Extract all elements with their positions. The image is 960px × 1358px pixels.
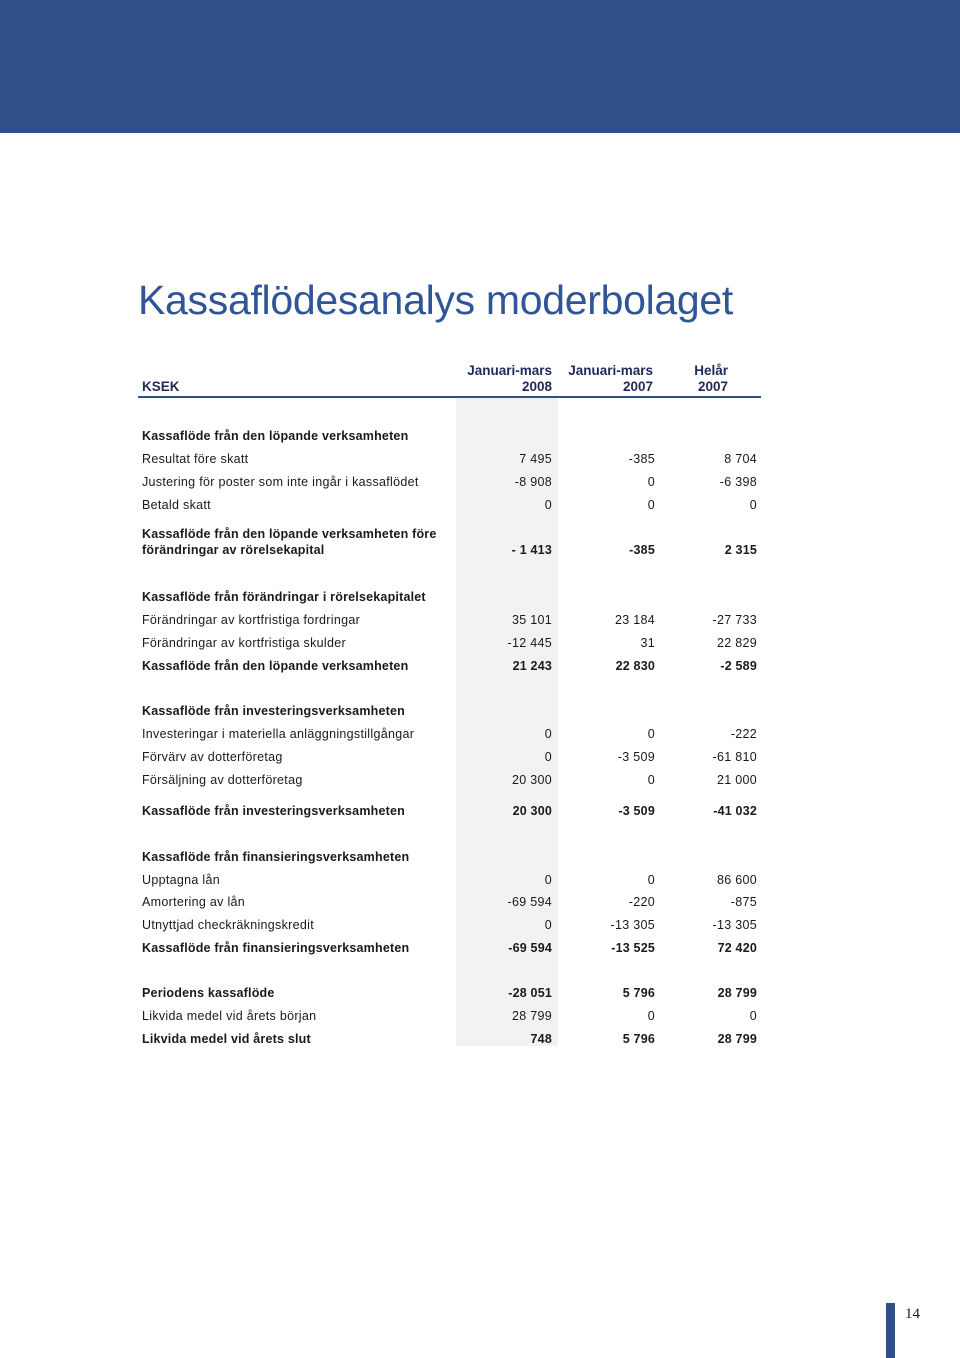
value-year-2007: -222: [730, 727, 757, 741]
value-q1-2007: -385: [629, 543, 655, 557]
value-q1-2007: 0: [647, 773, 655, 787]
value-q1-2007: -220: [628, 895, 655, 909]
subtotal-row: [142, 654, 757, 676]
value-year-2007: 28 799: [717, 1032, 757, 1046]
row-label: Kassaflöde från investeringsverksamheten: [142, 704, 405, 718]
value-q1-2008: 0: [544, 498, 552, 512]
value-q1-2007: -13 305: [610, 918, 655, 932]
table-row: [142, 1004, 757, 1026]
table-row: [142, 722, 757, 744]
row-label: Förändringar av kortfristiga skulder: [142, 636, 346, 650]
value-year-2007: 72 420: [717, 941, 757, 955]
total-row: [142, 1027, 757, 1049]
table-row: [142, 493, 757, 515]
value-q1-2007: -3 509: [617, 750, 655, 764]
column-header-line: Januari-mars: [568, 363, 653, 378]
value-q1-2008: 21 243: [512, 659, 552, 673]
value-year-2007: -27 733: [712, 613, 757, 627]
value-q1-2008: -8 908: [514, 475, 552, 489]
table-row: [142, 631, 757, 653]
row-label: Kassaflöde från investeringsverksamheten: [142, 804, 405, 818]
value-q1-2007: 0: [647, 727, 655, 741]
page-number-bar: [886, 1303, 895, 1358]
value-q1-2007: -13 525: [611, 941, 655, 955]
page-title: Kassaflödesanalys moderbolaget: [138, 277, 733, 323]
value-q1-2007: 31: [640, 636, 655, 650]
row-label-continued: förändringar av rörelsekapital: [142, 543, 325, 557]
table-row: [142, 868, 757, 890]
value-q1-2008: 0: [544, 727, 552, 741]
table-header: [138, 362, 761, 398]
section-heading: [142, 585, 757, 607]
value-year-2007: 8 704: [724, 452, 757, 466]
value-q1-2008: 748: [530, 1032, 552, 1046]
row-label: Kassaflöde från finansieringsverksamheten: [142, 850, 410, 864]
value-year-2007: 22 829: [716, 636, 757, 650]
value-year-2007: -61 810: [712, 750, 757, 764]
table-row: [142, 447, 757, 469]
value-q1-2007: 23 184: [614, 613, 655, 627]
row-label: Kassaflöde från den löpande verksamheten: [142, 659, 409, 673]
row-label: Amortering av lån: [142, 895, 246, 909]
column-header-full-year-2007: [694, 363, 728, 395]
row-label: Kassaflöde från finansieringsverksamheten: [142, 941, 410, 955]
row-label: Försäljning av dotterföretag: [142, 773, 303, 787]
row-label: Förändringar av kortfristiga fordringar: [142, 613, 361, 627]
value-q1-2008: 7 495: [519, 452, 552, 466]
value-year-2007: -2 589: [720, 659, 757, 673]
value-q1-2007: 22 830: [615, 659, 655, 673]
column-header-line: 2007: [622, 379, 653, 394]
subtotal-row: [142, 936, 757, 958]
table-row: [142, 608, 757, 630]
value-q1-2008: -28 051: [508, 986, 552, 1000]
value-q1-2007: 0: [647, 498, 655, 512]
header-band: [0, 0, 960, 133]
row-label: Periodens kassaflöde: [142, 986, 275, 1000]
value-q1-2007: 0: [647, 873, 655, 887]
section-heading: [142, 424, 757, 446]
column-header-line: Januari-mars: [467, 363, 552, 378]
value-q1-2008: -69 594: [507, 895, 552, 909]
table-row: [142, 913, 757, 935]
unit-label: KSEK: [142, 379, 180, 394]
section-heading: [142, 699, 757, 721]
value-q1-2007: 0: [647, 1009, 655, 1023]
column-header-q1-2007: [568, 363, 653, 395]
value-q1-2007: 0: [647, 475, 655, 489]
value-q1-2008: 0: [544, 918, 552, 932]
value-q1-2008: 0: [544, 873, 552, 887]
value-q1-2008: -69 594: [508, 941, 552, 955]
row-label: Kassaflöde från den löpande verksamheten: [142, 429, 409, 443]
value-q1-2008: 28 799: [511, 1009, 552, 1023]
table-row: [142, 470, 757, 492]
column-header-q1-2008: [467, 363, 552, 395]
value-q1-2007: -3 509: [618, 804, 655, 818]
value-year-2007: -875: [730, 895, 757, 909]
row-label: Likvida medel vid årets slut: [142, 1032, 311, 1046]
column-header-line: Helår: [694, 363, 728, 378]
row-label: Resultat före skatt: [142, 452, 249, 466]
subtotal-row: [142, 799, 757, 821]
column-header-line: 2008: [521, 379, 552, 394]
value-year-2007: 0: [749, 1009, 757, 1023]
row-label: Betald skatt: [142, 498, 211, 512]
value-q1-2008: 20 300: [511, 773, 552, 787]
value-q1-2008: - 1 413: [511, 543, 552, 557]
row-label: Kassaflöde från den löpande verksamheten före: [142, 527, 437, 541]
value-year-2007: 86 600: [716, 873, 757, 887]
row-label: Kassaflöde från förändringar i rörelsekapitalet: [142, 590, 426, 604]
page-number: 14: [905, 1306, 920, 1322]
table-row: [142, 890, 757, 912]
value-year-2007: 2 315: [724, 543, 757, 557]
value-year-2007: -13 305: [712, 918, 757, 932]
row-label: Justering för poster som inte ingår i kassaflödet: [142, 475, 419, 489]
subtotal-row: [142, 524, 757, 560]
value-year-2007: -6 398: [719, 475, 757, 489]
row-label: Utnyttjad checkräkningskredit: [142, 918, 314, 932]
value-q1-2007: 5 796: [622, 986, 655, 1000]
table-row: [142, 768, 757, 790]
column-header-line: 2007: [697, 379, 728, 394]
row-label: Upptagna lån: [142, 873, 220, 887]
row-label: Investeringar i materiella anläggningstillgångar: [142, 727, 415, 741]
value-year-2007: 21 000: [716, 773, 757, 787]
row-label: Förvärv av dotterföretag: [142, 750, 283, 764]
value-year-2007: 28 799: [717, 986, 757, 1000]
table-row: [142, 745, 757, 767]
total-row: [142, 981, 757, 1003]
value-year-2007: -41 032: [713, 804, 757, 818]
value-q1-2008: 35 101: [511, 613, 552, 627]
value-q1-2008: -12 445: [507, 636, 552, 650]
value-year-2007: 0: [749, 498, 757, 512]
value-q1-2008: 0: [544, 750, 552, 764]
value-q1-2007: -385: [628, 452, 655, 466]
value-q1-2008: 20 300: [512, 804, 552, 818]
section-heading: [142, 845, 757, 867]
value-q1-2007: 5 796: [622, 1032, 655, 1046]
row-label: Likvida medel vid årets början: [142, 1009, 317, 1023]
